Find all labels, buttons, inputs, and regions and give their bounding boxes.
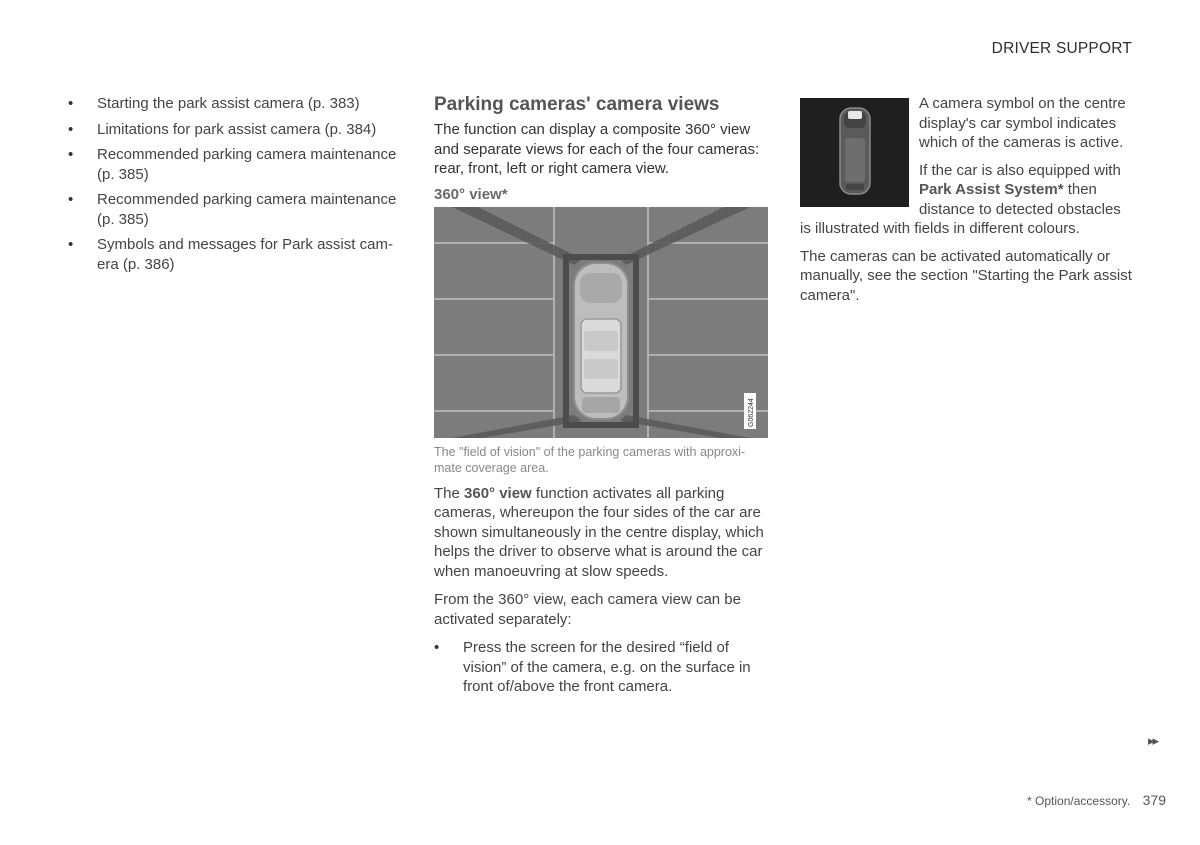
camera-views-section	[434, 94, 768, 697]
paragraph-text: then distance to detected obstacles is illustrated with fields in different colours.	[800, 181, 1121, 237]
list-item-text: Press the screen for the desired “field of vision” of the camera, e.g. on the surface in front of/above the front camera.	[463, 639, 751, 695]
bullet-icon: •	[68, 120, 74, 138]
page-header-title: DRIVER SUPPORT	[991, 40, 1132, 57]
list-item-text: Recommended parking camera maintenance (p. 385)	[97, 146, 397, 183]
bullet-icon: •	[434, 639, 440, 656]
term-park-assist-system: Park Assist System*	[919, 181, 1064, 198]
continue-arrows-icon: ▸▸	[1148, 733, 1158, 748]
section-title: Parking cameras' camera views	[434, 94, 720, 115]
list-item-text: Limitations for park assist camera (p. 384)	[97, 120, 377, 138]
paragraph-text: function activates all parking cameras, whereupon the four sides of the car are shown simultaneously in the centre display, which helps the driver to observe what is around the car when manoeuvring at slow speeds.	[434, 484, 764, 580]
bullet-icon: •	[68, 95, 74, 112]
list-item[interactable]	[68, 145, 400, 184]
subheading-360-view: 360° view*	[434, 185, 508, 203]
bullet-icon: •	[68, 146, 74, 163]
list-item[interactable]	[68, 120, 400, 140]
camera-symbol-paragraph: A camera symbol on the centre display's car symbol indicates which of the cameras is active.	[919, 95, 1126, 151]
activation-paragraph: The cameras can be activated automatically or manually, see the section "Starting the Park assist camera".	[800, 247, 1132, 304]
related-links-list	[68, 94, 400, 274]
list-item[interactable]	[68, 235, 400, 274]
paragraph-separate-views: From the 360° view, each camera view can be activated separately:	[434, 591, 741, 628]
list-item[interactable]	[68, 190, 400, 229]
term-360-view: 360° view	[464, 484, 532, 502]
camera-symbol-section	[800, 94, 1132, 313]
instruction-list	[434, 638, 768, 697]
camera-icon	[848, 111, 862, 119]
page-footer	[1027, 792, 1166, 810]
car-top-view-illustration	[434, 207, 768, 438]
figure-caption: The "field of vision" of the parking cameras with approximate coverage area.	[434, 444, 746, 475]
car-camera-symbol-image	[800, 98, 909, 207]
figure-code: G062244	[748, 397, 755, 427]
list-item-text: Symbols and messages for Park assist camera (p. 386)	[97, 236, 393, 273]
paragraph-text: If the car is also equipped with	[919, 161, 1121, 179]
paragraph-360-view	[434, 484, 768, 582]
bullet-icon: •	[68, 236, 74, 253]
bullet-icon: •	[68, 191, 74, 208]
paragraph-text: The	[434, 484, 465, 502]
list-item[interactable]	[68, 94, 400, 114]
related-links-column	[68, 94, 400, 280]
page-number: 379	[1142, 792, 1166, 808]
section-intro: The function can display a composite 360° view and separate views for each of the four cameras: rear, front, left or right camera view.	[434, 121, 760, 177]
footnote-text: * Option/accessory.	[1027, 794, 1131, 808]
camera-coverage-figure	[434, 207, 768, 438]
list-item	[434, 638, 768, 697]
list-item-text: Recommended parking camera maintenance (p. 385)	[97, 191, 397, 228]
list-item-text: Starting the park assist camera (p. 383)	[97, 95, 360, 112]
